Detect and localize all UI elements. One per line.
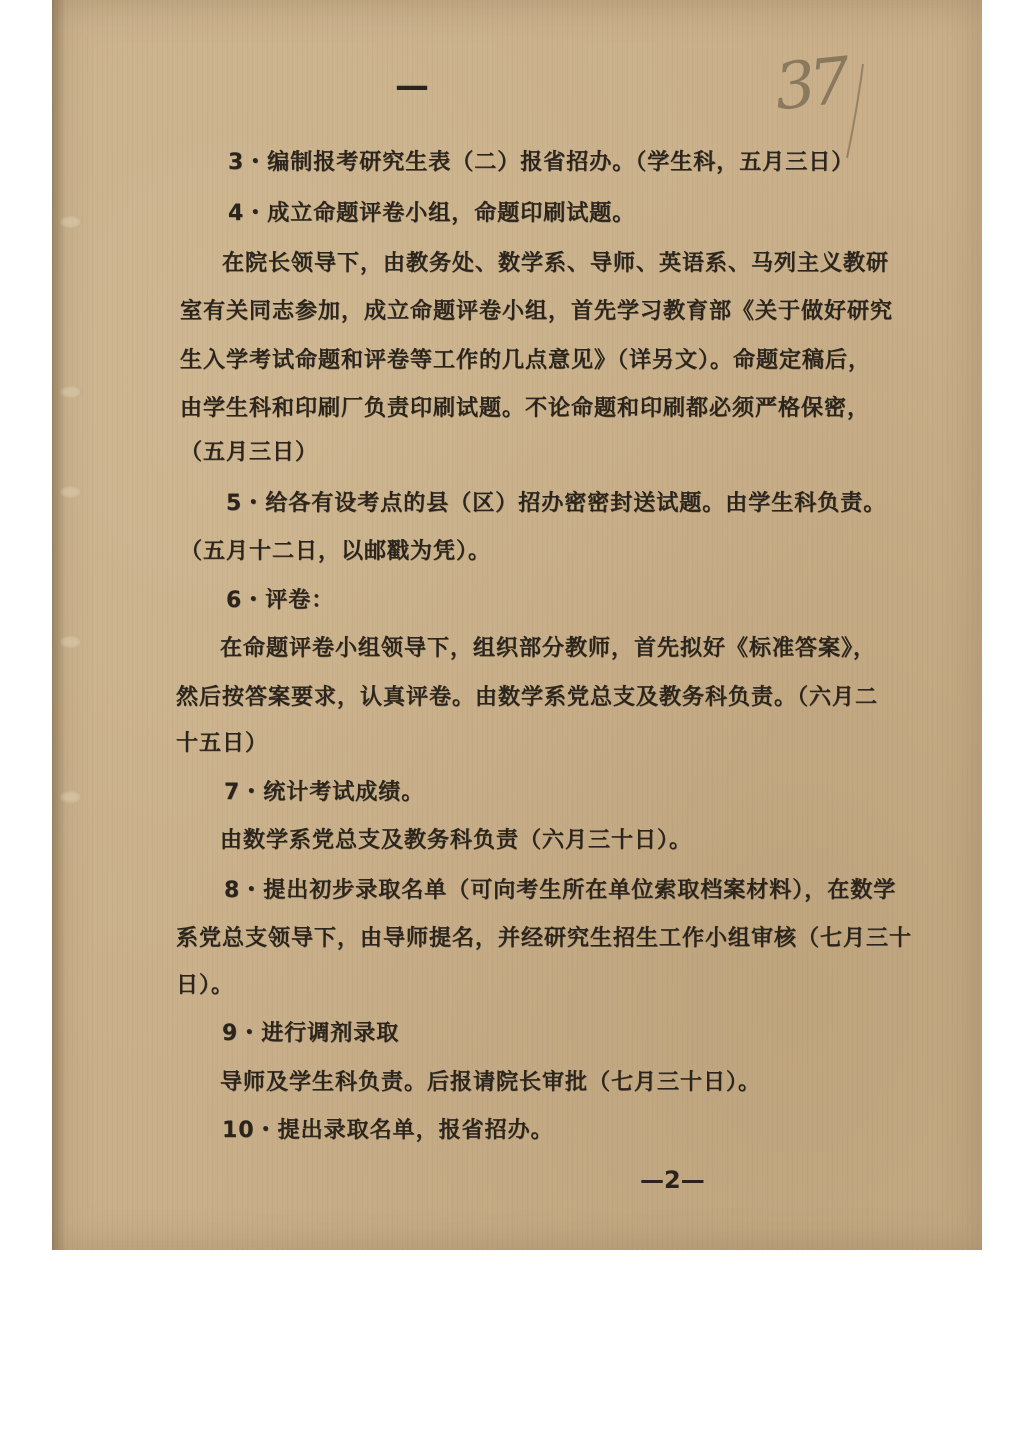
punch-hole-mark xyxy=(60,215,82,229)
paragraph-line: 系党总支领导下，由导师提名，并经研究生招生工作小组审核（七月三十 xyxy=(176,926,913,951)
paragraph-line: 由数学系党总支及教务科负责（六月三十日）。 xyxy=(220,828,693,853)
date-line: （五月三日） xyxy=(180,440,319,465)
paragraph-line: 由学生科和印刷厂负责印刷试题。不论命题和印刷都必须严格保密， xyxy=(180,396,871,421)
item-3-line: 3・编制报考研究生表（二）报省招办。（学生科，五月三日） xyxy=(228,150,855,175)
top-dash-mark: — xyxy=(395,66,429,106)
punch-hole-mark xyxy=(60,635,82,649)
punch-hole-mark xyxy=(60,485,82,499)
item-4-line: 4・成立命题评卷小组，命题印刷试题。 xyxy=(228,201,636,226)
date-line: 日）。 xyxy=(176,973,235,998)
paragraph-line: 在命题评卷小组领导下，组织部分教师，首先拟好《标准答案》， xyxy=(220,636,877,661)
item-7-line: 7・统计考试成绩。 xyxy=(224,780,425,805)
page-edge-shadow xyxy=(52,0,66,1250)
paragraph-line: 然后按答案要求，认真评卷。由数学系党总支及教务科负责。（六月二 xyxy=(176,685,879,710)
item-10-line: 10・提出录取名单，报省招办。 xyxy=(222,1118,554,1143)
paragraph-line: 生入学考试命题和评卷等工作的几点意见》（详另文）。命题定稿后， xyxy=(180,348,872,373)
date-line: 十五日） xyxy=(176,731,269,756)
date-line: （五月十二日，以邮戳为凭）。 xyxy=(180,539,492,564)
scanned-document-page xyxy=(52,0,982,1250)
paragraph-line: 导师及学生科负责。后报请院长审批（七月三十日）。 xyxy=(220,1070,762,1095)
paragraph-line: 室有关同志参加，成立命题评卷小组，首先学习教育部《关于做好研究 xyxy=(180,299,894,324)
item-9-line: 9・进行调剂录取 xyxy=(222,1021,400,1046)
item-5-line: 5・给各有设考点的县（区）招办密密封送试题。由学生科负责。 xyxy=(226,491,887,516)
punch-hole-mark xyxy=(60,790,82,804)
paragraph-line: 在院长领导下，由教务处、数学系、导师、英语系、马列主义教研 xyxy=(222,251,890,276)
punch-hole-mark xyxy=(60,385,82,399)
page-number: —2— xyxy=(640,1166,705,1194)
item-6-line: 6・评卷： xyxy=(226,588,335,613)
item-8-line: 8・提出初步录取名单（可向考生所在单位索取档案材料），在数学 xyxy=(224,878,897,903)
handwritten-folio-number: 37 xyxy=(771,44,849,126)
